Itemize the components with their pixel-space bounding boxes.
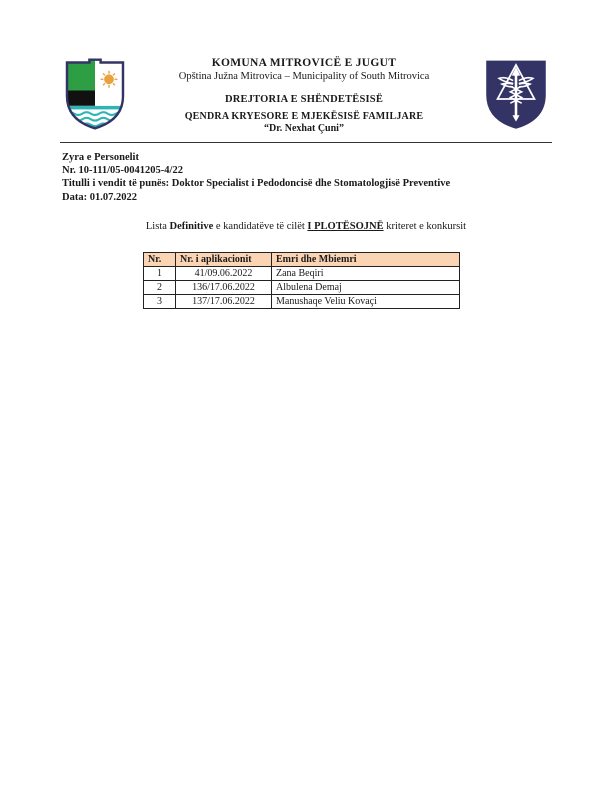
- cell-application-number: 136/17.06.2022: [176, 281, 272, 295]
- cell-full-name: Manushaqe Veliu Kovaçi: [272, 295, 460, 309]
- cell-full-name: Albulena Demaj: [272, 281, 460, 295]
- reference-number-line: Nr. 10-111/05-0041205-4/22: [62, 165, 183, 177]
- candidates-table: [143, 252, 460, 309]
- table-row: [144, 281, 460, 295]
- letterhead-text: [130, 55, 478, 134]
- cell-nr: 1: [144, 267, 176, 281]
- list-title-suffix: kriteret e konkursit: [383, 221, 467, 232]
- table-header-row: [144, 253, 460, 267]
- cell-application-number: 137/17.06.2022: [176, 295, 272, 309]
- letterhead-divider: [60, 142, 552, 143]
- center-doctor-name: “Dr. Nexhat Çuni”: [264, 123, 344, 134]
- list-title-underlined: I PLOTËSOJNË: [307, 221, 384, 232]
- list-title-middle: e kandidatëve të cilët: [213, 221, 308, 232]
- candidates-table-wrapper: [143, 252, 460, 309]
- cell-nr: 3: [144, 295, 176, 309]
- letterhead: [60, 55, 554, 138]
- municipality-subtitle: Opština Južna Mitrovica – Municipality of South Mitrovica: [178, 71, 430, 82]
- office-line: Zyra e Personelit: [62, 152, 139, 163]
- list-title-bold: Definitive: [169, 221, 214, 232]
- center-name: QENDRA KRYESORE E MJEKËSISË FAMILJARE: [184, 111, 424, 122]
- document-meta: [62, 151, 572, 204]
- municipality-name: KOMUNA MITROVICË E JUGUT: [211, 57, 397, 69]
- cell-application-number: 41/09.06.2022: [176, 267, 272, 281]
- cell-nr: 2: [144, 281, 176, 295]
- header-full-name: Emri dhe Mbiemri: [272, 253, 460, 267]
- table-row: [144, 295, 460, 309]
- job-title-line: Titulli i vendit të punës: Doktor Specialist i Pedodoncisë dhe Stomatologjisë Preventive: [62, 178, 451, 190]
- caduceus-shield-icon: [478, 55, 554, 138]
- date-line: Data: 01.07.2022: [62, 191, 137, 203]
- municipality-coat-of-arms-icon: [60, 55, 130, 138]
- header-application-number: Nr. i aplikacionit: [176, 253, 272, 267]
- list-title-prefix: Lista: [145, 221, 170, 232]
- directorate-name: DREJTORIA E SHËNDETËSISË: [224, 94, 384, 105]
- cell-full-name: Zana Beqiri: [272, 267, 460, 281]
- table-row: [144, 267, 460, 281]
- list-title-line: [0, 221, 612, 232]
- header-nr: Nr.: [144, 253, 176, 267]
